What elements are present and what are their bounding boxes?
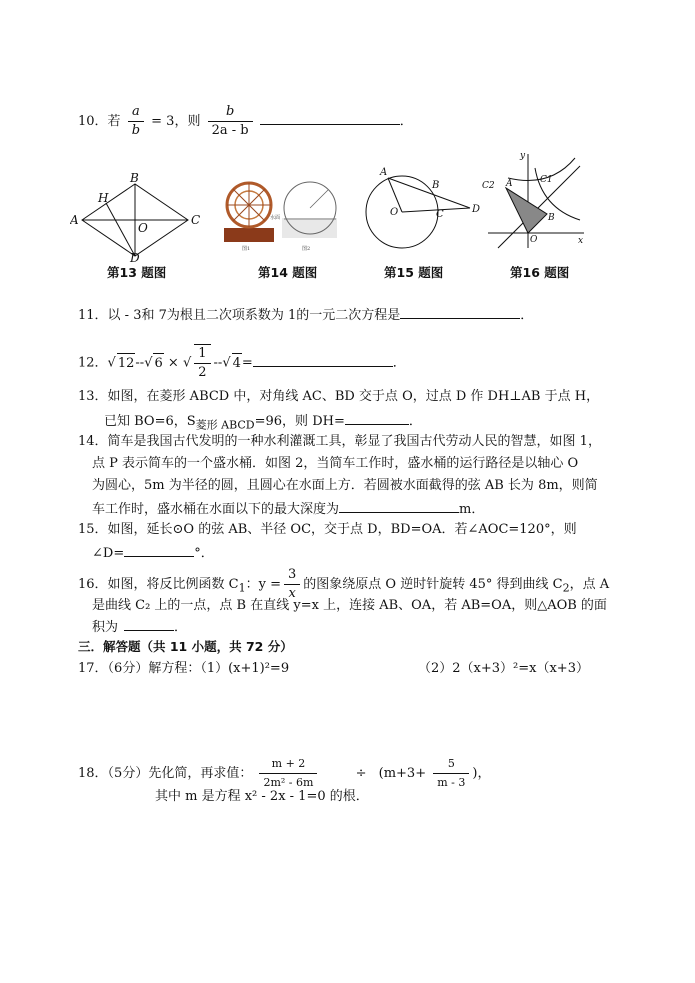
answer-blank[interactable] (124, 542, 194, 557)
svg-text:B: B (432, 180, 440, 191)
svg-text:图2: 图2 (302, 246, 311, 252)
answer-blank[interactable] (339, 498, 459, 513)
question-15-line2: ∠D= °． (92, 542, 214, 564)
label-c: C (191, 213, 200, 227)
label-a: A (70, 213, 79, 227)
question-15-line1: 15．如图，延长⊙O 的弦 AB、半径 OC，交于点 D，BD=OA．若∠AOC=120°，则 (78, 522, 577, 537)
svg-text:A: A (380, 167, 388, 178)
answer-blank[interactable] (253, 352, 393, 367)
figure-16-coordinate-plot (480, 148, 590, 253)
svg-text:D: D (472, 204, 481, 215)
figure-15-circle (360, 160, 485, 255)
svg-text:C: C (436, 209, 444, 220)
fraction-b-over-2a-b: $\frac{b}{2a - b}$ (208, 103, 253, 140)
answer-blank[interactable] (345, 410, 409, 425)
answer-blank[interactable] (260, 110, 400, 125)
question-14-line1: 14．简车是我国古代发明的一种水利灌溉工具，彰显了我国古代劳动人民的智慧，如图 1， (78, 434, 601, 449)
answer-blank[interactable] (124, 616, 174, 631)
water-surface (282, 218, 337, 238)
question-16-line1: 16．如图，将反比例函数 $C_1$：y = $\frac{3}{x}$ 的图象绕原点 O 逆时针旋转 45° 得到曲线 $C_2$，点 A (78, 567, 610, 601)
triangle-aob (506, 188, 547, 233)
question-17-part1: 17．（6分）解方程：（1）(x+1)²=9 (78, 661, 290, 676)
question-10: 10．若 $\frac{a}{b}$ = 3，则 $\frac{b}{2a - b}$ ． (78, 104, 413, 138)
svg-text:C2: C2 (482, 181, 495, 191)
answer-blank[interactable] (400, 304, 520, 319)
svg-text:水面: 水面 (270, 215, 281, 221)
question-13-line2: 已知 BO=6，$S_{菱形 ABCD}=96$，则 DH= ． (104, 410, 422, 436)
question-14-line2: 点 P 表示简车的一个盛水桶．如图 2，当简车工作时，盛水桶的运行路径是以轴心 O (92, 456, 579, 471)
line-ad (388, 178, 470, 208)
question-13-line1: 13．如图，在菱形 ABCD 中，对角线 AC、BD 交于点 O，过点 D 作 DH⊥AB 于点 H， (78, 389, 600, 404)
question-14-line3: 为圆心，5m 为半径的圆，且圆心在水面上方．若圆被水面截得的弦 AB 长为 8m，则简 (92, 478, 598, 493)
caption-fig14: 第14 题图 (258, 265, 318, 280)
segment-dh (106, 203, 135, 256)
figure-13-rhombus (70, 172, 200, 262)
question-16-line3: 积为 ． (92, 616, 187, 638)
fraction-a-over-b: $\frac{a}{b}$ (128, 103, 144, 140)
wheel-base (224, 228, 274, 242)
question-18-line1: 18．（5分）先化简，再求值： $\frac{m + 2}{\text{2m² - 6m}}$ ÷ (m+3+ $\frac{5}{m - 3}$ )， (78, 757, 491, 789)
question-18-line2: 其中 m 是方程 x² - 2x - 1=0 的根． (155, 789, 369, 804)
caption-fig15: 第15 题图 (384, 265, 444, 280)
question-12: 12．√ 12--√ 6 × √ $\frac{1}{2}$ --√ 4= ． (78, 346, 406, 380)
label-b: B (130, 172, 139, 185)
svg-text:y: y (520, 151, 526, 161)
svg-text:图1: 图1 (242, 246, 251, 252)
svg-text:B: B (548, 213, 555, 223)
figure-14-water-wheel (222, 173, 342, 253)
question-17-part2: （2）2（x+3）²=x（x+3） (418, 661, 589, 676)
svg-text:C1: C1 (540, 175, 553, 185)
question-11: 11．以 - 3和 7为根且二次项系数为 1的一元二次方程是 ． (78, 304, 533, 326)
section-3-heading: 三．解答题（共 11 小题，共 72 分） (78, 639, 293, 654)
label-o: O (138, 221, 148, 235)
svg-text:A: A (506, 179, 513, 189)
svg-text:x: x (578, 236, 584, 246)
caption-fig13: 第13 题图 (107, 265, 167, 280)
caption-fig16: 第16 题图 (510, 265, 570, 280)
svg-text:O: O (530, 235, 538, 245)
question-16-line2: 是曲线 C₂ 上的一点，点 B 在直线 y=x 上，连接 AB、OA，若 AB=OA，则△AOB 的面 (92, 598, 607, 613)
svg-text:O: O (390, 207, 399, 218)
question-14-line4: 车工作时，盛水桶在水面以下的最大深度为 m． (92, 498, 484, 520)
label-h: H (98, 191, 109, 205)
label-d: D (130, 251, 140, 262)
